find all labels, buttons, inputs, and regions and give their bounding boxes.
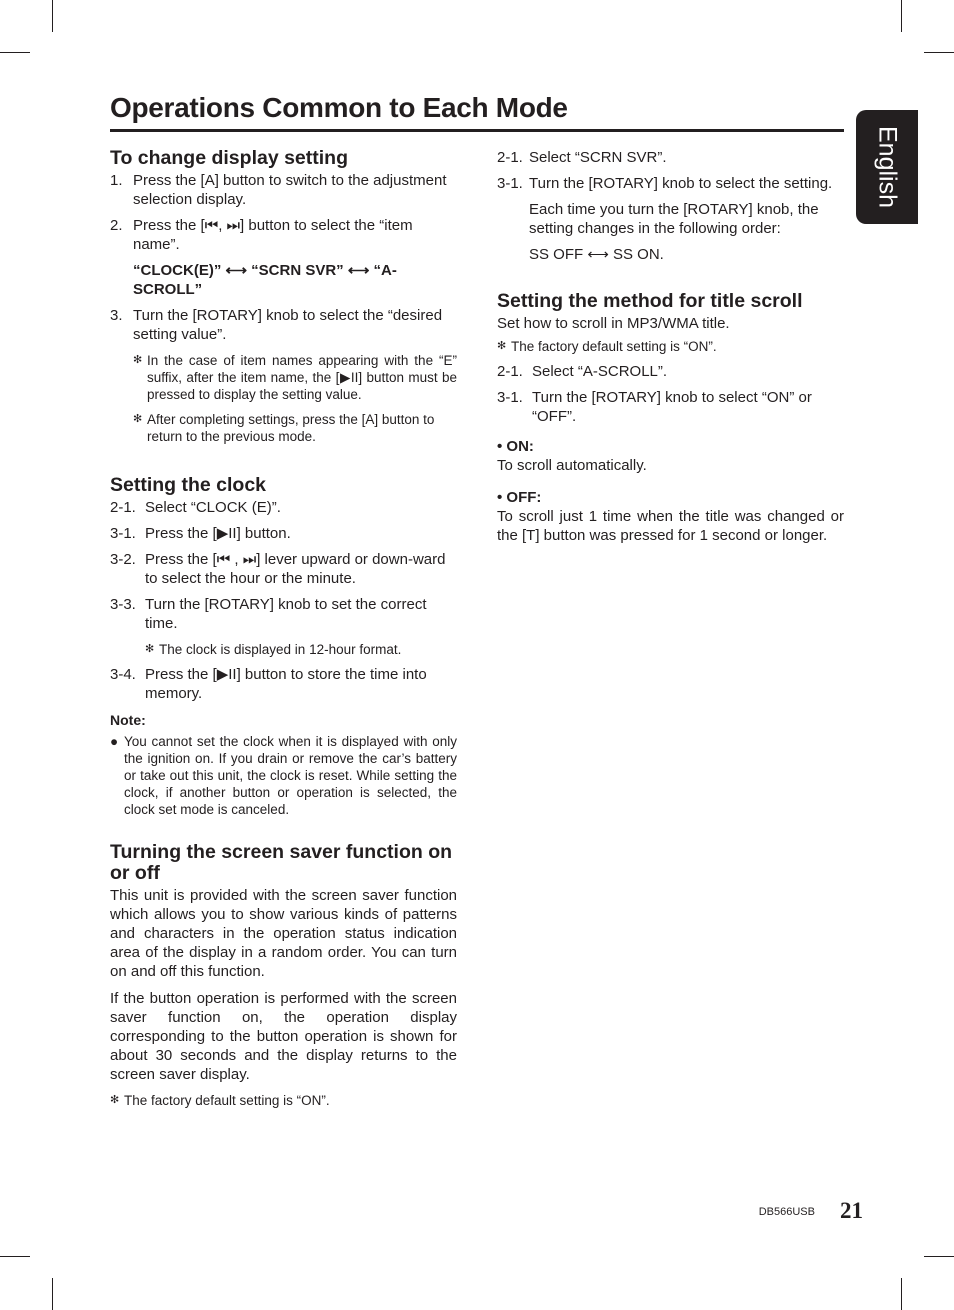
page-title: Operations Common to Each Mode [110, 92, 568, 123]
step-number: 3-2. [110, 551, 136, 568]
step [497, 148, 844, 167]
step-text: Select “A-SCROLL”. [532, 363, 668, 380]
asterisk-icon: ✻ [110, 1094, 120, 1106]
footnote-text: In the case of item names appearing with the “E” suffix, after the item name, the [▶II] button must be pressed to display the setting value. [147, 353, 457, 402]
footnote-text: After completing settings, press the [A] button to return to the previous mode. [147, 412, 435, 444]
asterisk-icon: ✻ [133, 354, 143, 366]
step-number: 3-1. [497, 175, 523, 192]
step [110, 216, 457, 254]
option-text: To scroll automatically. [497, 457, 647, 474]
step-text: Turn the [ROTARY] knob to select “ON” or “OFF”. [532, 389, 812, 425]
crop-mark [0, 52, 30, 53]
step [110, 595, 457, 633]
section-heading: To change display setting [110, 147, 349, 169]
screen-saver-section [110, 842, 457, 1109]
asterisk-icon: ✻ [133, 413, 143, 425]
step-number: 3. [110, 307, 123, 324]
step [110, 550, 457, 588]
note-label: Note: [110, 712, 146, 728]
footnote-text: The factory default setting is “ON”. [511, 339, 717, 354]
step-detail: Each time you turn the [ROTARY] knob, the setting changes in the following order: [529, 201, 819, 237]
step-text: Select “CLOCK (E)”. [145, 499, 281, 516]
step-text: Press the [A] button to switch to the adjustment selection display. [133, 172, 447, 208]
step-number: 2-1. [497, 363, 523, 380]
step [110, 524, 457, 543]
option-label: • ON: [497, 438, 534, 455]
step-text: Turn the [ROTARY] knob to select the setting. [529, 175, 833, 192]
setting-order: SS OFF ⟷ SS ON. [529, 246, 664, 263]
screen-saver-steps [497, 148, 844, 264]
option-text: To scroll just 1 time when the title was changed or the [T] button was pressed for 1 second or longer. [497, 508, 844, 544]
step-text: Press the [▶II] button. [145, 525, 291, 542]
step-text: Select “SCRN SVR”. [529, 149, 667, 166]
paragraph: If the button operation is performed with the screen saver function on, the operation display corresponding to the button operation is shown for about 30 seconds and the display returns to the screen saver display. [110, 990, 457, 1083]
step-text: Turn the [ROTARY] knob to select the “desired setting value”. [133, 307, 443, 343]
step-text: Turn the [ROTARY] knob to set the correct time. [145, 596, 427, 632]
crop-mark [901, 0, 902, 32]
step [497, 174, 844, 193]
footnote [110, 641, 457, 658]
section-heading: Setting the clock [110, 474, 267, 496]
step [110, 498, 457, 517]
footnote [110, 352, 457, 403]
step-number: 3-4. [110, 666, 136, 683]
paragraph: Set how to scroll in MP3/WMA title. [497, 315, 730, 332]
option-label: • OFF: [497, 489, 542, 506]
footnote [497, 338, 844, 355]
step-number: 3-1. [110, 525, 136, 542]
step [497, 388, 844, 426]
language-tab-label: English [873, 126, 902, 208]
display-setting-section [110, 148, 457, 445]
step [497, 362, 844, 381]
bullet-icon: ● [110, 734, 119, 749]
note-item [110, 733, 457, 818]
step [110, 306, 457, 344]
step-text: Press the [▶II] button to store the time into memory. [145, 666, 427, 702]
step [110, 665, 457, 703]
crop-mark [924, 1256, 954, 1257]
section-heading: Turning the screen saver function on or off [110, 841, 453, 884]
step-number: 1. [110, 172, 123, 189]
step-number: 2-1. [110, 499, 136, 516]
crop-mark [52, 1278, 53, 1310]
step-text: Press the [⏮ , ⏭] lever upward or down-ward to select the hour or the minute. [145, 551, 446, 587]
model-number: DB566USB [758, 1206, 815, 1218]
left-column [110, 148, 457, 1109]
footnote [110, 411, 457, 445]
footnote-text: The factory default setting is “ON”. [124, 1093, 330, 1108]
note-text: You cannot set the clock when it is displayed with only the ignition on. If you drain or remove the car’s battery or take out this unit, the clock is reset. While setting the clock, if another button or operation is selected, the clock set mode is canceled. [124, 734, 457, 817]
section-heading: Setting the method for title scroll [497, 290, 803, 312]
item-order: “CLOCK(E)” ⟷ “SCRN SVR” ⟷ “A-SCROLL” [133, 262, 397, 298]
language-tab [856, 110, 918, 224]
crop-mark [901, 1278, 902, 1310]
asterisk-icon: ✻ [145, 643, 155, 655]
step [110, 171, 457, 209]
footnote [110, 1092, 457, 1109]
clock-section [110, 475, 457, 818]
right-column [497, 148, 844, 545]
page-number: 21 [840, 1198, 863, 1223]
step-number: 3-1. [497, 389, 523, 406]
crop-mark [52, 0, 53, 32]
title-scroll-section [497, 291, 844, 545]
step-number: 2. [110, 217, 123, 234]
step-number: 3-3. [110, 596, 136, 613]
step-number: 2-1. [497, 149, 523, 166]
paragraph: This unit is provided with the screen saver function which allows you to show various kinds of patterns and characters in the operation status indication area of the display in a random order. You can turn on and off this function. [110, 887, 457, 980]
asterisk-icon: ✻ [497, 340, 507, 352]
crop-mark [0, 1256, 30, 1257]
crop-mark [924, 52, 954, 53]
footnote-text: The clock is displayed in 12-hour format. [159, 642, 402, 657]
step-text: Press the [⏮, ⏭] button to select the “item name”. [133, 217, 413, 253]
title-rule [110, 129, 844, 132]
